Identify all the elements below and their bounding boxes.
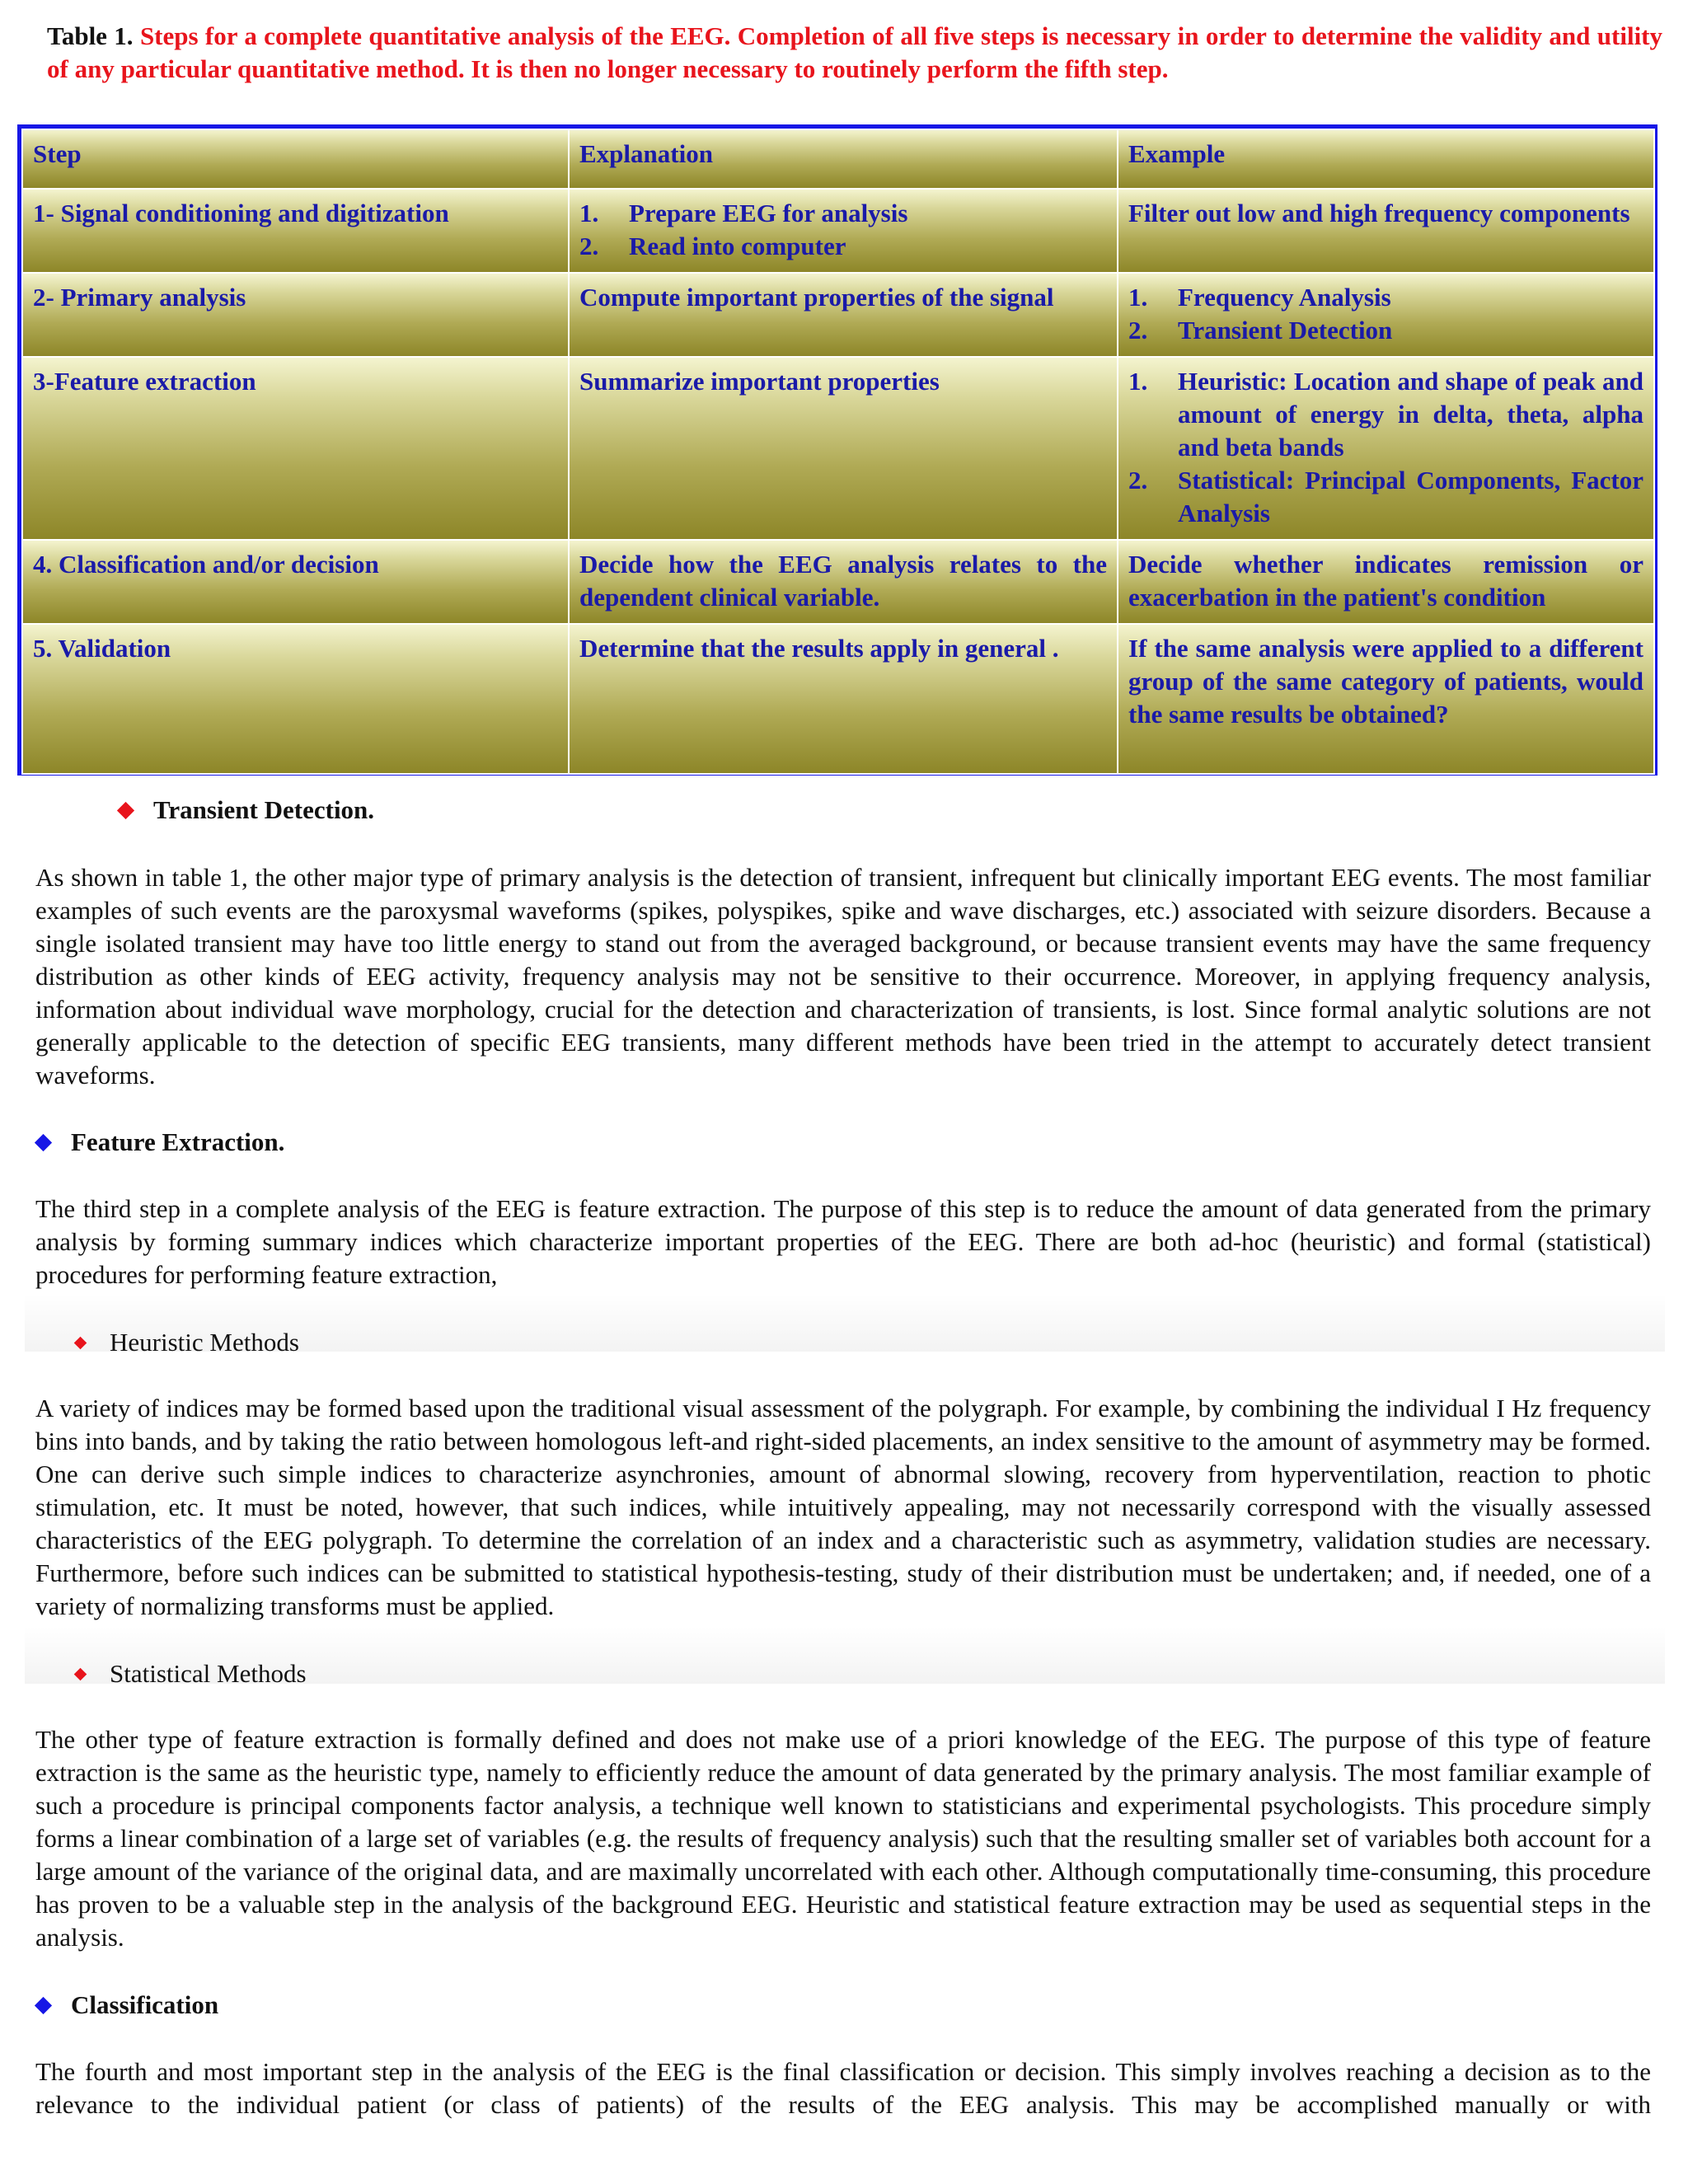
list-text: Frequency Analysis <box>1178 283 1391 312</box>
heading-text: Transient Detection. <box>153 795 375 824</box>
list-text: Transient Detection <box>1178 316 1393 344</box>
diamond-bullet-icon <box>35 1133 52 1151</box>
heading-text: Feature Extraction. <box>71 1127 285 1156</box>
section-heading-feature-extraction <box>37 1126 284 1159</box>
steps-table <box>17 124 1658 776</box>
example-cell <box>1118 357 1654 540</box>
header-explanation: Explanation <box>569 129 1118 189</box>
paragraph-classification: The fourth and most important step in the analysis of the EEG is the final classification or decision. This simply involves reaching a decision as to the relevance to the individual patient (or class of patients) of the results of the EEG analysis. This may be accomplished manually or with <box>35 2057 1651 2119</box>
table-caption <box>47 20 1662 86</box>
paragraph-statistical-methods: The other type of feature extraction is formally defined and does not make use of a priori knowledge of the EEG. The purpose of this type of feature extraction is the same as the heuristic type, namely to efficiently reduce the amount of data generated by the primary analysis. The most familiar example of such a procedure is principal components factor analysis, a technique well known to statisticians and experimental psychologists. This procedure simply forms a linear combination of a large set of variables (e.g. the results of frequency analysis) such that the resulting smaller set of variables both account for a large amount of the variance of the original data, and are maximally uncorrelated with each other. Although computationally time-consuming, this procedure has proven to be a valuable step in the analysis of the background EEG. Heuristic and statistical feature extraction may be used as sequential steps in the analysis. <box>35 1725 1651 1952</box>
list-text: Statistical: Principal Components, Factor Analysis <box>1178 466 1643 527</box>
step-cell: 4. Classification and/or decision <box>22 540 569 624</box>
diamond-bullet-icon <box>74 1667 87 1680</box>
list-number: 2. <box>579 232 599 260</box>
list-text: Heuristic: Location and shape of peak and amount of energy in delta, theta, alpha and beta bands <box>1178 367 1643 462</box>
diamond-bullet-icon <box>35 1996 52 2013</box>
list-number: 1. <box>579 199 599 227</box>
list-number: 1. <box>1128 367 1148 396</box>
diamond-bullet-icon <box>74 1336 87 1349</box>
table-header-row <box>22 129 1654 189</box>
list-text: Read into computer <box>629 232 846 260</box>
caption-label: Table 1. <box>47 21 134 50</box>
step-cell: 5. Validation <box>22 624 569 774</box>
list-number: 2. <box>1128 316 1148 344</box>
example-list <box>1128 281 1643 347</box>
section-heading-transient-detection <box>120 794 374 827</box>
step-cell: 1- Signal conditioning and digitization <box>22 189 569 273</box>
table-row <box>22 357 1654 540</box>
example-cell: Decide whether indicates remission or exacerbation in the patient's condition <box>1118 540 1654 624</box>
list-item <box>1128 281 1643 314</box>
explanation-cell: Compute important properties of the signal <box>569 273 1118 357</box>
table-row <box>22 624 1654 774</box>
subheading-text: Statistical Methods <box>110 1659 307 1688</box>
example-list <box>1128 365 1643 530</box>
example-cell: If the same analysis were applied to a different group of the same category of patients, would the same results be obtained? <box>1118 624 1654 774</box>
diamond-bullet-icon <box>117 801 134 818</box>
subheading-statistical-methods <box>76 1657 307 1690</box>
caption-text: Steps for a complete quantitative analysis of the EEG. Completion of all five steps is necessary in order to determine the validity and utility of any particular quantitative method. It is then no longer necessary to routinely perform the fifth step. <box>47 21 1663 83</box>
explanation-cell: Summarize important properties <box>569 357 1118 540</box>
list-item <box>1128 314 1643 347</box>
table-row <box>22 189 1654 273</box>
paragraph-transient-detection: As shown in table 1, the other major type of primary analysis is the detection of transient, infrequent but clinically important EEG events. The most familiar examples of such events are the paroxysmal waveforms (spikes, polyspikes, spike and wave discharges, etc.) associated with seizure disorders. Because a single isolated transient may have too little energy to stand out from the averaged background, or because transient events may have the same frequency distribution as other kinds of EEG activity, frequency analysis may not be sensitive to their occurrence. Moreover, in applying frequency analysis, information about individual wave morphology, crucial for the detection and characterization of transients, is lost. Since formal analytic solutions are not generally applicable to the detection of specific EEG transients, many different methods have been tried in the attempt to accurately detect transient waveforms. <box>35 863 1651 1090</box>
header-step: Step <box>22 129 569 189</box>
step-cell: 2- Primary analysis <box>22 273 569 357</box>
step-cell: 3-Feature extraction <box>22 357 569 540</box>
list-item <box>1128 365 1643 464</box>
section-heading-classification <box>37 1989 218 2022</box>
list-number: 2. <box>1128 466 1148 494</box>
list-item <box>579 230 1107 263</box>
explanation-cell <box>569 189 1118 273</box>
list-item <box>1128 464 1643 530</box>
explanation-cell: Determine that the results apply in general . <box>569 624 1118 774</box>
list-number: 1. <box>1128 283 1148 312</box>
list-item <box>579 197 1107 230</box>
example-cell: Filter out low and high frequency components <box>1118 189 1654 273</box>
explanation-list <box>579 197 1107 263</box>
table-row <box>22 540 1654 624</box>
explanation-cell: Decide how the EEG analysis relates to the dependent clinical variable. <box>569 540 1118 624</box>
header-example: Example <box>1118 129 1654 189</box>
table-row <box>22 273 1654 357</box>
list-text: Prepare EEG for analysis <box>629 199 908 227</box>
subheading-heuristic-methods <box>76 1326 299 1359</box>
heading-text: Classification <box>71 1990 219 2019</box>
example-cell <box>1118 273 1654 357</box>
paragraph-feature-extraction: The third step in a complete analysis of the EEG is feature extraction. The purpose of this step is to reduce the amount of data generated from the primary analysis by forming summary indices which characterize important properties of the EEG. There are both ad-hoc (heuristic) and formal (statistical) procedures for performing feature extraction, <box>35 1194 1651 1289</box>
subheading-text: Heuristic Methods <box>110 1328 299 1357</box>
paragraph-heuristic-methods: A variety of indices may be formed based upon the traditional visual assessment of the polygraph. For example, by combining the individual I Hz frequency bins into bands, and by taking the ratio between homologous left-and right-sided placements, an index sensitive to the amount of asymmetry may be formed. One can derive such simple indices to characterize asynchronies, amount of abnormal slowing, recovery from hyperventilation, reaction to photic stimulation, etc. It must be noted, however, that such indices, while intuitively appealing, may not necessarily correspond with the visually assessed characteristics of the EEG polygraph. To determine the correlation of an index and a characteristic such as asymmetry, validation studies are necessary. Furthermore, before such indices can be submitted to statistical hypothesis-testing, study of their distribution must be undertaken; and, if needed, one of a variety of normalizing transforms must be applied. <box>35 1394 1651 1620</box>
